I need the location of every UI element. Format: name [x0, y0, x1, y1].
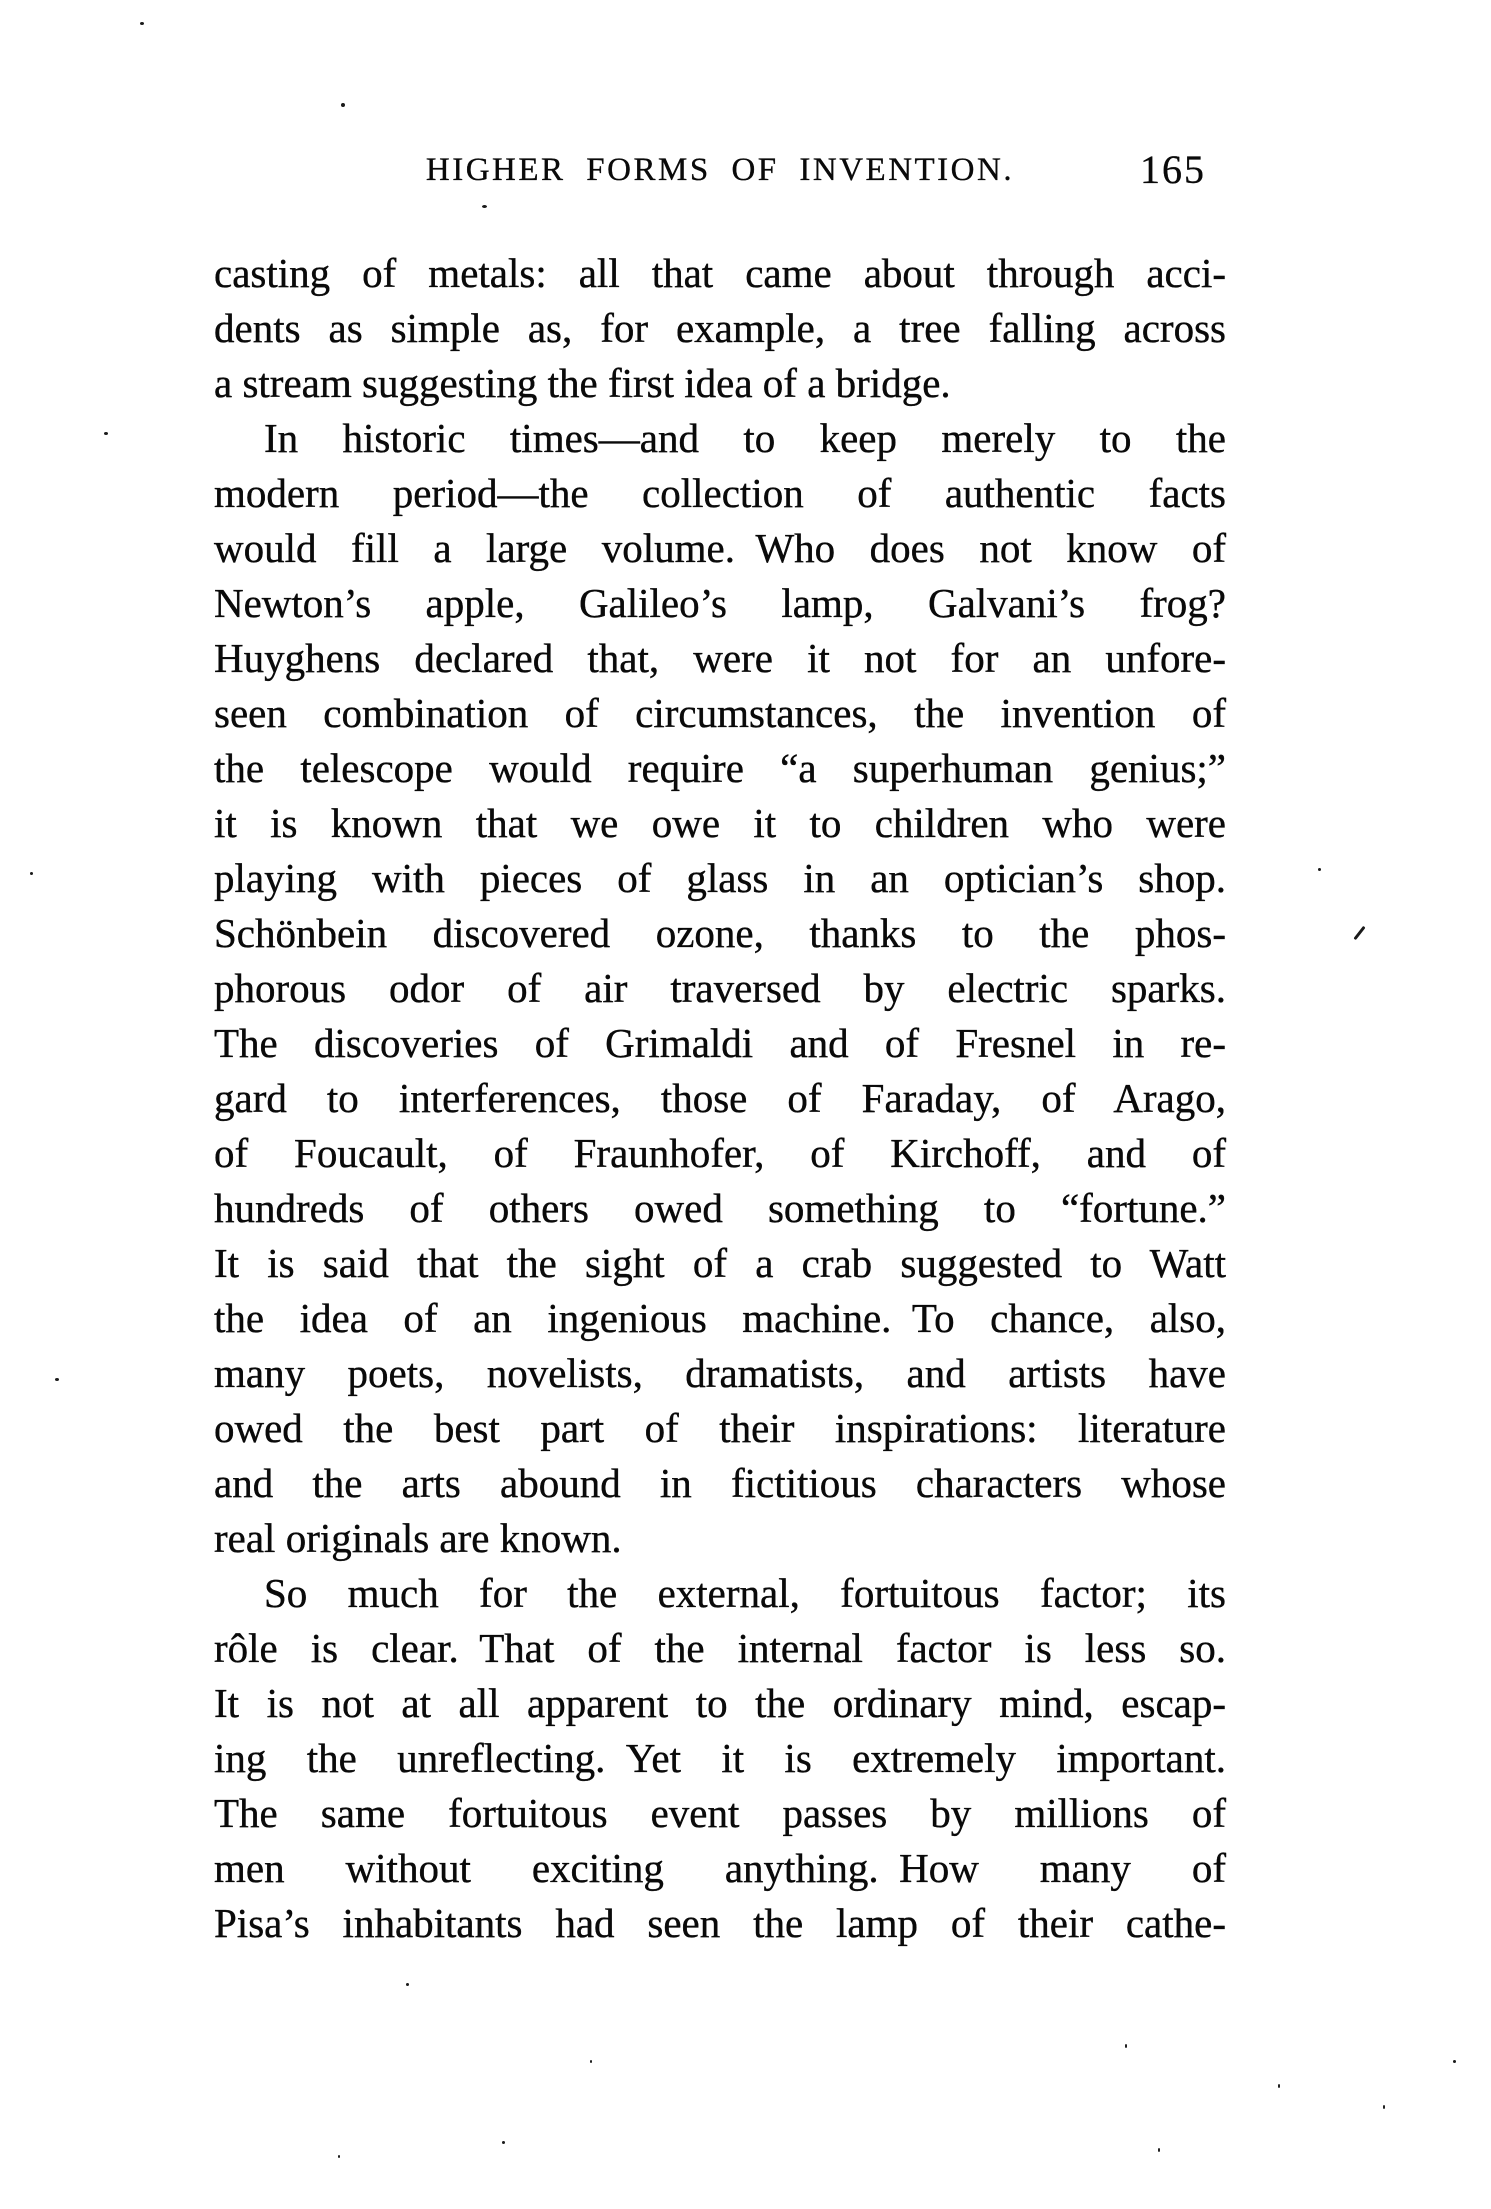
text-line: ing the unreflecting. Yet it is extremely important.	[214, 1735, 1226, 1781]
text-line: many poets, novelists, dramatists, and artists have	[214, 1350, 1226, 1396]
text-line: modern period—the collection of authentic facts	[214, 470, 1226, 516]
running-header	[214, 152, 1226, 202]
ink-speck	[338, 2155, 340, 2158]
ink-speck	[104, 432, 108, 435]
ink-speck	[1453, 2060, 1456, 2063]
ink-speck	[406, 1983, 409, 1986]
running-header-title: HIGHER FORMS OF INVENTION.	[425, 152, 1015, 188]
ink-speck	[502, 2141, 505, 2144]
text-line: So much for the external, fortuitous factor; its	[264, 1570, 1226, 1616]
ink-speck	[1125, 2044, 1127, 2048]
text-line: Huyghens declared that, were it not for an unfore-	[214, 635, 1226, 681]
scratch-mark	[1353, 926, 1365, 940]
text-line: playing with pieces of glass in an optician’s shop.	[214, 855, 1226, 901]
text-line: seen combination of circumstances, the invention of	[214, 690, 1226, 736]
text-line: In historic times—and to keep merely to the	[264, 415, 1226, 461]
text-line: Pisa’s inhabitants had seen the lamp of their cathe-	[214, 1900, 1226, 1946]
text-line: Newton’s apple, Galileo’s lamp, Galvani’s frog?	[214, 580, 1226, 626]
page-body	[214, 246, 1226, 1951]
text-line: real originals are known.	[214, 1515, 622, 1561]
ink-speck	[1278, 2084, 1280, 2088]
text-line: It is said that the sight of a crab suggested to Watt	[214, 1240, 1226, 1286]
text-line: casting of metals: all that came about through acci-	[214, 250, 1226, 296]
page-number: 165	[1140, 147, 1206, 192]
text-line: The discoveries of Grimaldi and of Fresnel in re-	[214, 1020, 1226, 1066]
text-line: It is not at all apparent to the ordinary mind, escap-	[214, 1680, 1226, 1726]
text-line: it is known that we owe it to children who were	[214, 800, 1226, 846]
text-line: the telescope would require “a superhuman genius;”	[214, 745, 1226, 791]
ink-speck	[1318, 868, 1321, 871]
ink-speck	[590, 2060, 592, 2063]
ink-speck	[140, 22, 144, 25]
text-line: dents as simple as, for example, a tree falling across	[214, 305, 1226, 351]
text-line: phorous odor of air traversed by electric sparks.	[214, 965, 1226, 1011]
ink-speck	[482, 205, 487, 208]
text-line: owed the best part of their inspirations: literature	[214, 1405, 1226, 1451]
text-line: and the arts abound in fictitious characters whose	[214, 1460, 1226, 1506]
text-line: Schönbein discovered ozone, thanks to the phos-	[214, 910, 1226, 956]
ink-speck	[1383, 2105, 1385, 2109]
text-line: a stream suggesting the first idea of a bridge.	[214, 360, 951, 406]
text-line: gard to interferences, those of Faraday, of Arago,	[214, 1075, 1226, 1121]
text-line: hundreds of others owed something to “fortune.”	[214, 1185, 1226, 1231]
ink-speck	[30, 872, 33, 875]
ink-speck	[55, 1378, 59, 1381]
text-line: would fill a large volume. Who does not know of	[214, 525, 1226, 571]
text-line: of Foucault, of Fraunhofer, of Kirchoff, and of	[214, 1130, 1226, 1176]
text-line: rôle is clear. That of the internal factor is less so.	[214, 1625, 1226, 1671]
ink-speck	[1158, 2148, 1160, 2152]
text-line: the idea of an ingenious machine. To chance, also,	[214, 1295, 1226, 1341]
text-line: The same fortuitous event passes by millions of	[214, 1790, 1226, 1836]
text-line: men without exciting anything. How many of	[214, 1845, 1226, 1891]
ink-speck	[341, 103, 345, 107]
